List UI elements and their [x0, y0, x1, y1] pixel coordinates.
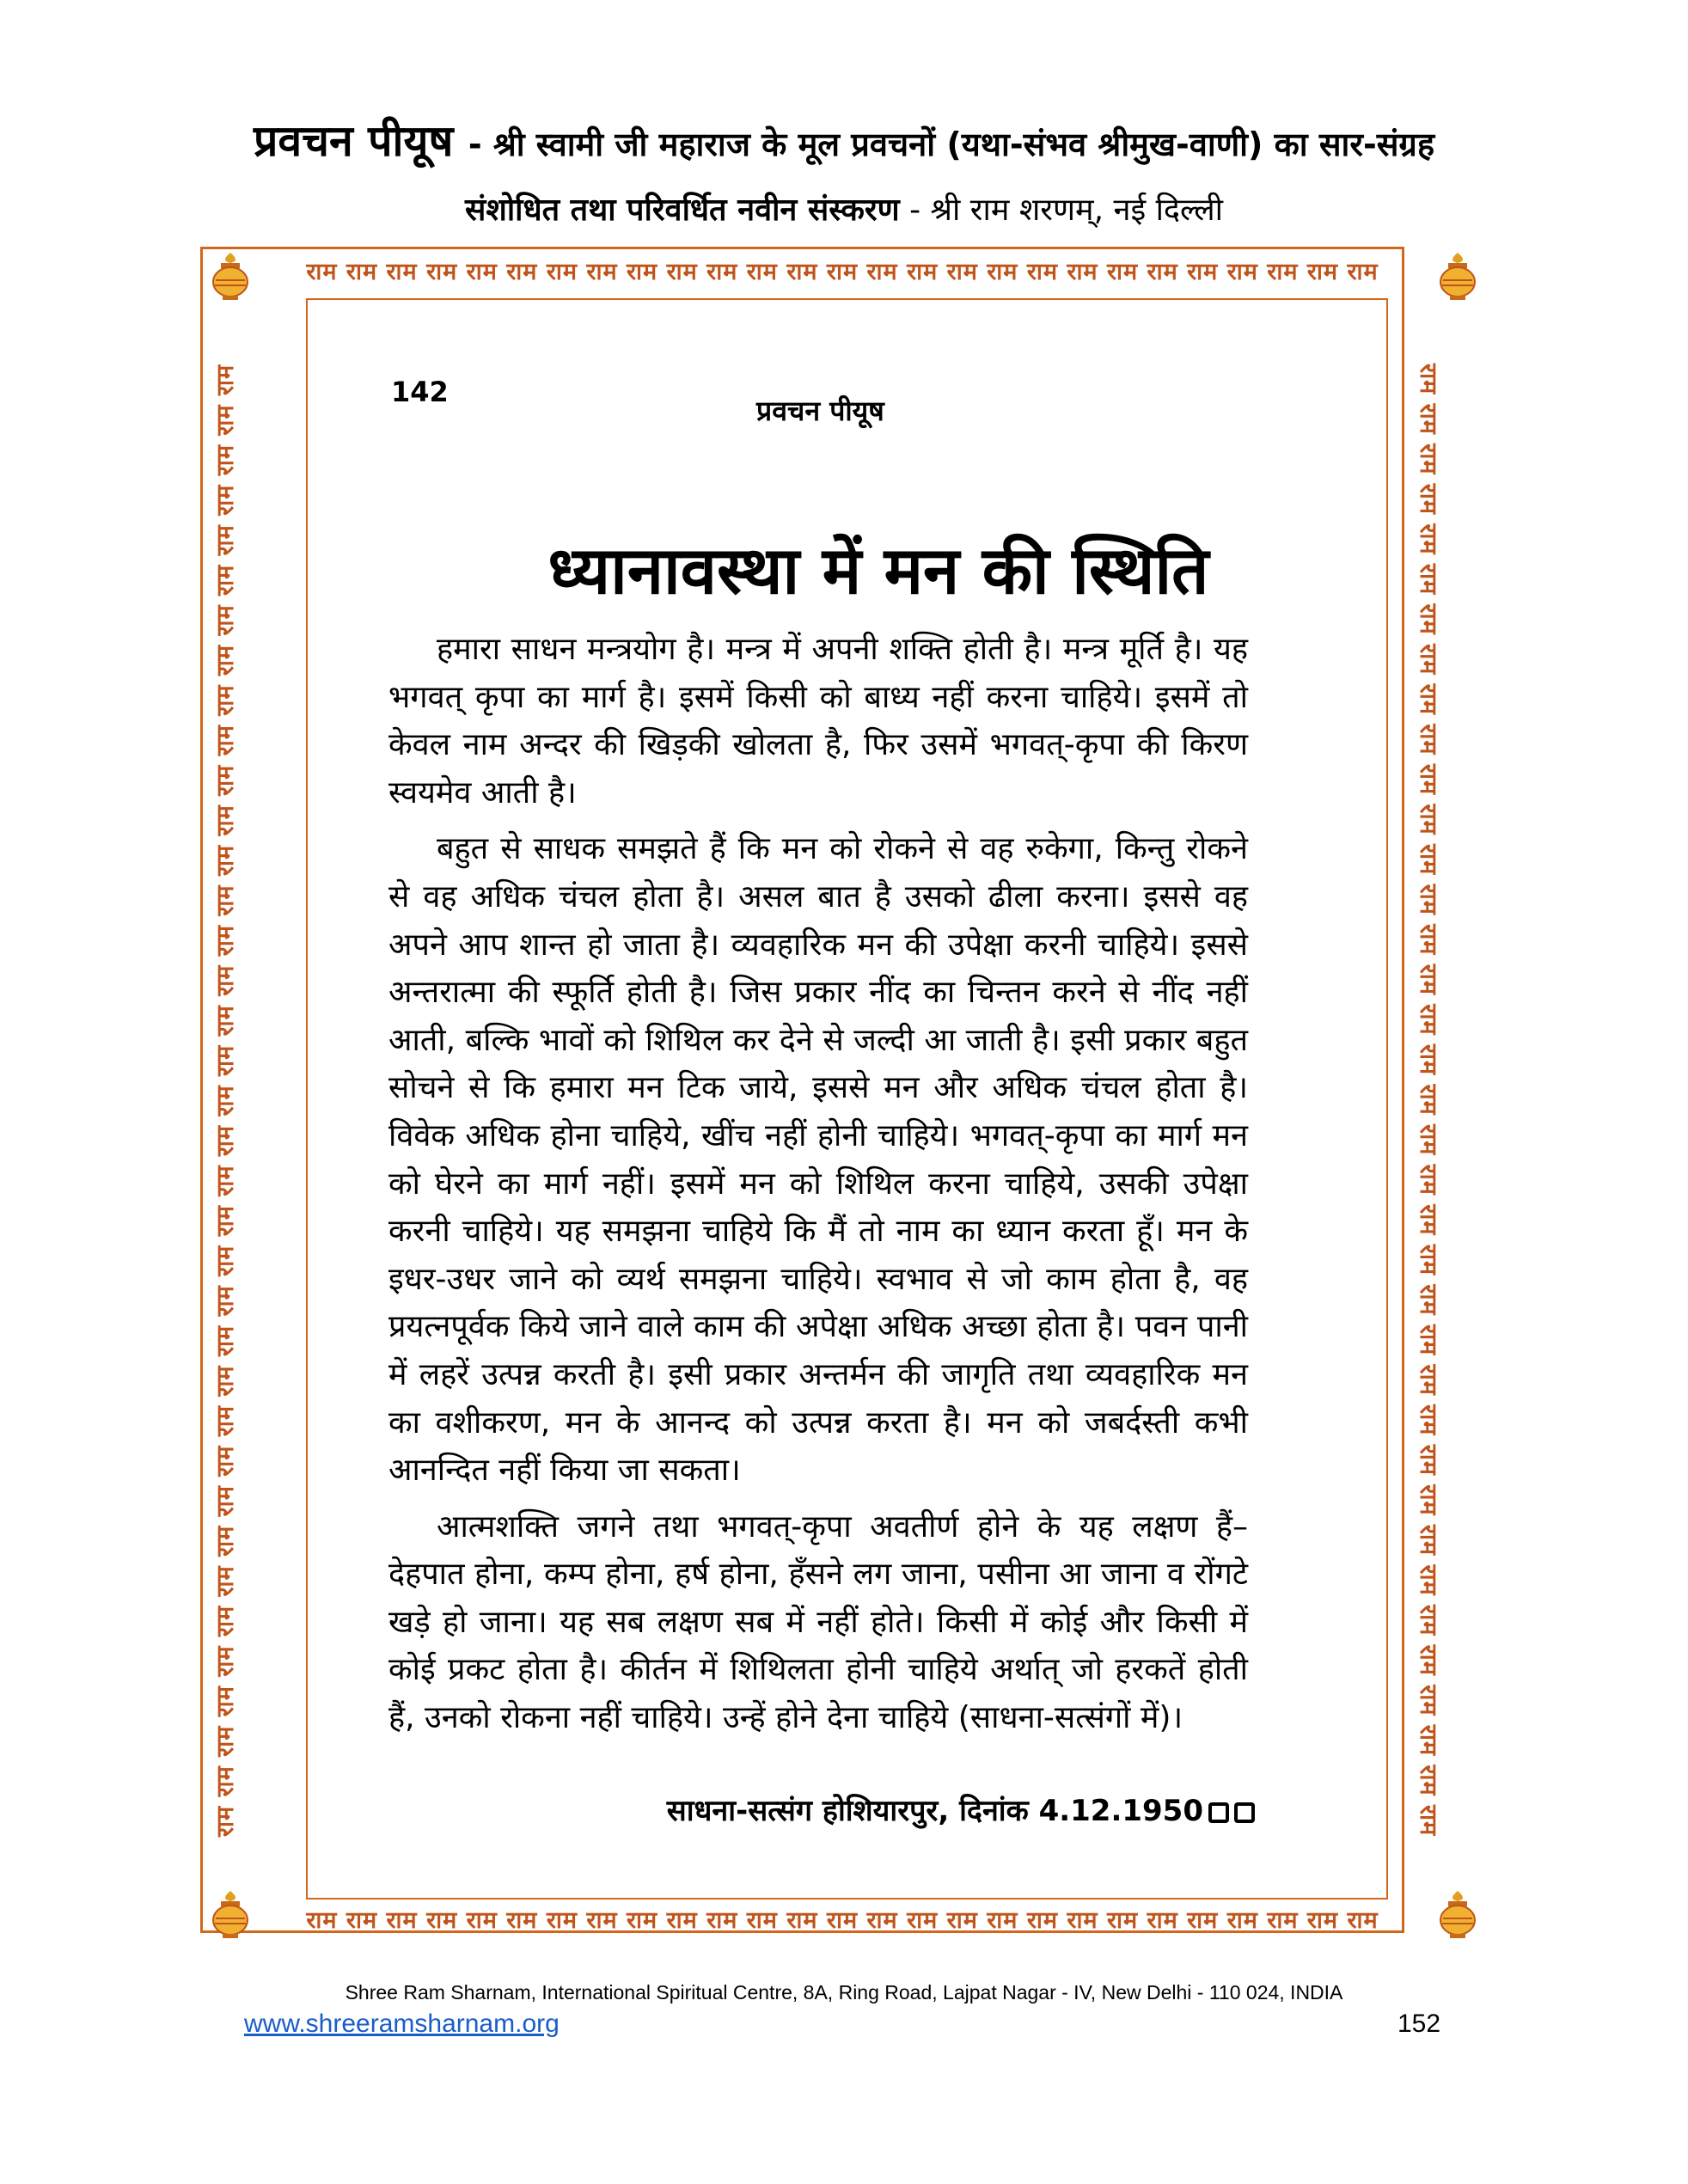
document-header: [0, 110, 1688, 168]
square-icon: [1234, 1802, 1255, 1823]
paragraph: बहुत से साधक समझते हैं कि मन को रोकने से वह रुकेगा, किन्तु रोकने से वह अधिक चंचल होता है। असल बात है उसको ढीला करना। इससे वह अपने आप शान्त हो जाता है। व्यवहारिक मन की उपेक्षा करनी चाहिये। इससे अन्तरात्मा की स्फूर्ति होती है। जिस प्रकार नींद का चिन्तन करने से नींद नहीं आती, बल्कि भावों को शिथिल कर देने से जल्दी आ जाती है। इसी प्रकार बहुत सोचने से कि हमारा मन टिक जाये, इससे मन और अधिक चंचल होता है। विवेक अधिक होना चाहिये, खींच नहीं होनी चाहिये। भगवत्-कृपा का मार्ग मन को घेरने का मार्ग नहीं। इसमें मन को शिथिल करना चाहिये, उसकी उपेक्षा करनी चाहिये। यह समझना चाहिये कि मैं तो नाम का ध्यान करता हूँ। मन के इधर-उधर जाने को व्यर्थ समझना चाहिये। स्वभाव से जो काम होता है, वह प्रयत्नपूर्वक किये जाने वाले काम की अपेक्षा अधिक अच्छा होता है। पवन पानी में लहरें उत्पन्न करती है। इसी प्रकार अन्तर्मन की जागृति तथा व्यवहारिक मन का वशीकरण, मन के आनन्द को उत्पन्न करता है। मन को जबर्दस्ती कभी आनन्दित नहीं किया जा सकता।: [388, 831, 1248, 1489]
kalash-icon: [1431, 249, 1484, 303]
header-subtitle: - श्री स्वामी जी महाराज के मूल प्रवचनों (यथा-संभव श्रीमुख-वाणी) का सार-संग्रह: [468, 125, 1435, 163]
chapter-title: [0, 524, 1688, 613]
paragraph: आत्मशक्ति जगने तथा भगवत्-कृपा अवतीर्ण होने के यह लक्षण हैं– देहपात होना, कम्प होना, हर्ष होना, हँसने लग जाना, पसीना आ जाना व रोंगटे खड़े हो जाना। यह सब लक्षण सब में नहीं होते। किसी में कोई और किसी में कोई प्रकट होता है। कीर्तन में शिथिलता होनी चाहिये अर्थात् जो हरकतें होती हैं, उनको रोकना नहीं चाहिये। उन्हें होने देना चाहिये (साधना-सत्संगों में)।: [388, 1508, 1248, 1736]
edition-bold: संशोधित तथा परिवर्धित नवीन संस्करण: [465, 193, 900, 228]
source-text: साधना-सत्संग होशियारपुर, दिनांक 4.12.1950: [666, 1794, 1203, 1828]
footer-page-number: 152: [1397, 2010, 1441, 2038]
footer-address: Shree Ram Sharnam, International Spiritual Centre, 8A, Ring Road, Lajpat Nagar - IV, New Delhi - 110 024, INDIA: [345, 1981, 1343, 2004]
website-link[interactable]: www.shreeramsharnam.org: [244, 2010, 560, 2038]
chapter-title-text: ध्यानावस्था में मन की स्थिति: [547, 532, 1209, 609]
body-text: [388, 626, 1248, 1742]
source-citation: [653, 1789, 1255, 1829]
kalash-icon: [204, 249, 257, 303]
running-head: प्रवचन पीयूष: [756, 395, 884, 427]
edition-rest: - श्री राम शरणम्, नई दिल्ली: [899, 193, 1223, 228]
ram-border-left: राम राम राम राम राम राम राम राम राम राम राम राम राम राम राम राम राम राम राम राम राम राम राम राम राम राम राम राम राम राम राम राम राम राम राम राम राम: [212, 364, 239, 1837]
header-title: प्रवचन पीयूष: [253, 116, 454, 166]
book-page-number: 142: [391, 376, 449, 408]
square-icon: [1208, 1802, 1229, 1823]
ram-border-right: राम राम राम राम राम राम राम राम राम राम राम राम राम राम राम राम राम राम राम राम राम राम राम राम राम राम राम राम राम राम राम राम राम राम राम राम राम: [1415, 364, 1441, 1837]
paragraph: हमारा साधन मन्त्रयोग है। मन्त्र में अपनी शक्ति होती है। मन्त्र मूर्ति है। यह भगवत् कृपा का मार्ग है। इसमें किसी को बाध्य नहीं करना चाहिये। इसमें तो केवल नाम अन्दर की खिड़की खोलता है, फिर उसमें भगवत्-कृपा की किरण स्वयमेव आती है।: [388, 632, 1248, 811]
kalash-icon: [1431, 1887, 1484, 1941]
ram-border-top: राम राम राम राम राम राम राम राम राम राम राम राम राम राम राम राम राम राम राम राम राम राम राम राम राम राम राम: [306, 259, 1379, 285]
kalash-icon: [204, 1887, 257, 1941]
edition-line: [0, 187, 1688, 229]
ram-border-bottom: राम राम राम राम राम राम राम राम राम राम राम राम राम राम राम राम राम राम राम राम राम राम राम राम राम राम राम: [306, 1907, 1379, 1934]
